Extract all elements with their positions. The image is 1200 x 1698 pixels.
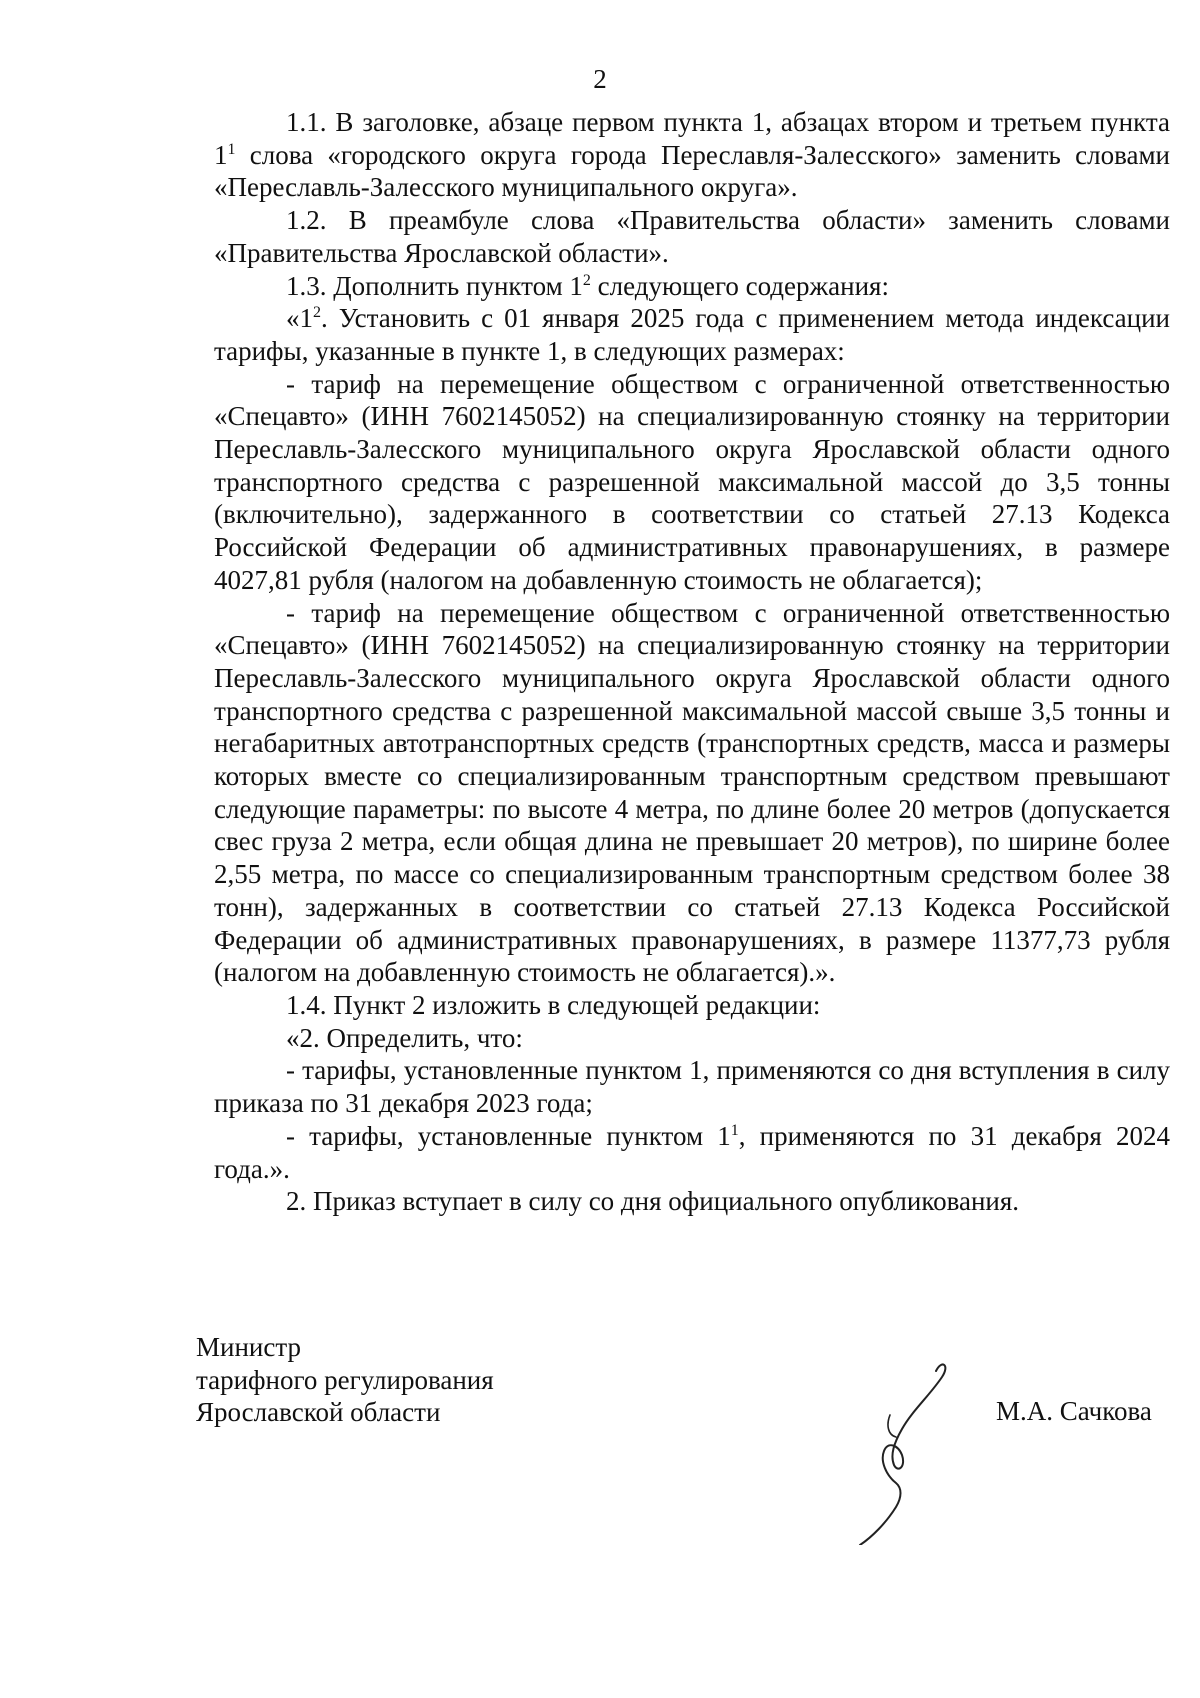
paragraph-1-3-text-b: следующего содержания:: [590, 270, 889, 301]
paragraph-1-4: 1.4. Пункт 2 изложить в следующей редакции:: [286, 989, 821, 1020]
paragraph-1-2: 1.2. В преамбуле слова «Правительства области» заменить словами «Правительства Ярославской области».: [214, 205, 1170, 268]
paragraph-1-3-text-a: 1.3. Дополнить пунктом 1: [286, 270, 583, 301]
page-number: 2: [593, 64, 607, 94]
paragraph-1-1: [214, 106, 1170, 204]
paragraph-tariffs-item-1: - тарифы, установленные пунктом 1, применяются со дня вступления в силу приказа по 31 декабря 2023 года;: [214, 1055, 1170, 1119]
signatory-title-line-3: Ярославской области: [196, 1397, 441, 1427]
paragraph-tariffs-item-1-1-text-b: , применяются по 31 декабря 2024 года.».: [214, 1120, 1170, 1184]
paragraph-1-1-text-b: слова «городского округа города Переславля-Залесского» заменить словами «Переславль-Залесского муниципального округа».: [214, 139, 1170, 203]
signatory-title: [196, 1331, 494, 1429]
paragraph-item-1-2-text-a: «1: [286, 303, 313, 334]
signatory-title-line-2: тарифного регулирования: [196, 1364, 494, 1395]
paragraph-item-1-2-superscript: 2: [313, 304, 321, 322]
paragraph-tariffs-item-1-1: [214, 1120, 1170, 1185]
signatory-name: М.А. Сачкова: [996, 1396, 1152, 1426]
paragraph-item-2: «2. Определить, что:: [286, 1022, 523, 1053]
paragraph-tariff-up-to-3-5t: - тариф на перемещение обществом с ограниченной ответственностью «Спецавто» (ИНН 7602145052) на специализированную стоянку на территории Переславль-Залесского муниципального округа Ярославской области одного транспортного средства с разрешенной максимальной массой до 3,5 тонны (включительно), задержанного в соответствии со статьей 27.13 Кодекса Российской Федерации об административных правонарушениях, в размере 4027,81 рубля (налогом на добавленную стоимость не облагается);: [214, 368, 1170, 595]
paragraph-1-3: [214, 270, 1170, 303]
paragraph-tariffs-item-1-1-text-a: - тарифы, установленные пунктом 1: [286, 1120, 731, 1151]
paragraph-tariff-over-3-5t: - тариф на перемещение обществом с ограниченной ответственностью «Спецавто» (ИНН 7602145052) на специализированную стоянку на территории Переславль-Залесского муниципального округа Ярославской области одного транспортного средства с разрешенной максимальной массой свыше 3,5 тонны и негабаритных автотранспортных средств (транспортных средств, масса и размеры которых вместе со специализированным транспортным средством превышают следующие параметры: по высоте 4 метра, по длине более 20 метров (допускается свес груза 2 метра, если общая длина не превышает 20 метров), по ширине более 2,55 метра, по массе со специализированным транспортным средством более 38 тонн), задержанных в соответствии со статьей 27.13 Кодекса Российской Федерации об административных правонарушениях, в размере 11377,73 рубля (налогом на добавленную стоимость не облагается).».: [214, 597, 1170, 988]
paragraph-1-1-superscript: 1: [227, 140, 236, 158]
handwritten-signature: [850, 1355, 960, 1545]
paragraph-tariffs-item-1-1-superscript: 1: [730, 1121, 739, 1139]
paragraph-1-1-text-a: 1.1. В заголовке, абзаце первом пункта 1, абзацах втором и третьем пункта 1: [214, 107, 1170, 170]
signatory-title-line-1: Министр: [196, 1332, 301, 1362]
paragraph-1-3-superscript: 2: [582, 271, 591, 289]
document-body: [214, 106, 1170, 1218]
paragraph-item-1-2-text-b: . Установить с 01 января 2025 года с применением метода индексации тарифы, указанные в пункте 1, в следующих размерах:: [214, 303, 1170, 366]
paragraph-item-1-2: [214, 302, 1170, 367]
paragraph-2: 2. Приказ вступает в силу со дня официального опубликования.: [286, 1186, 1020, 1217]
